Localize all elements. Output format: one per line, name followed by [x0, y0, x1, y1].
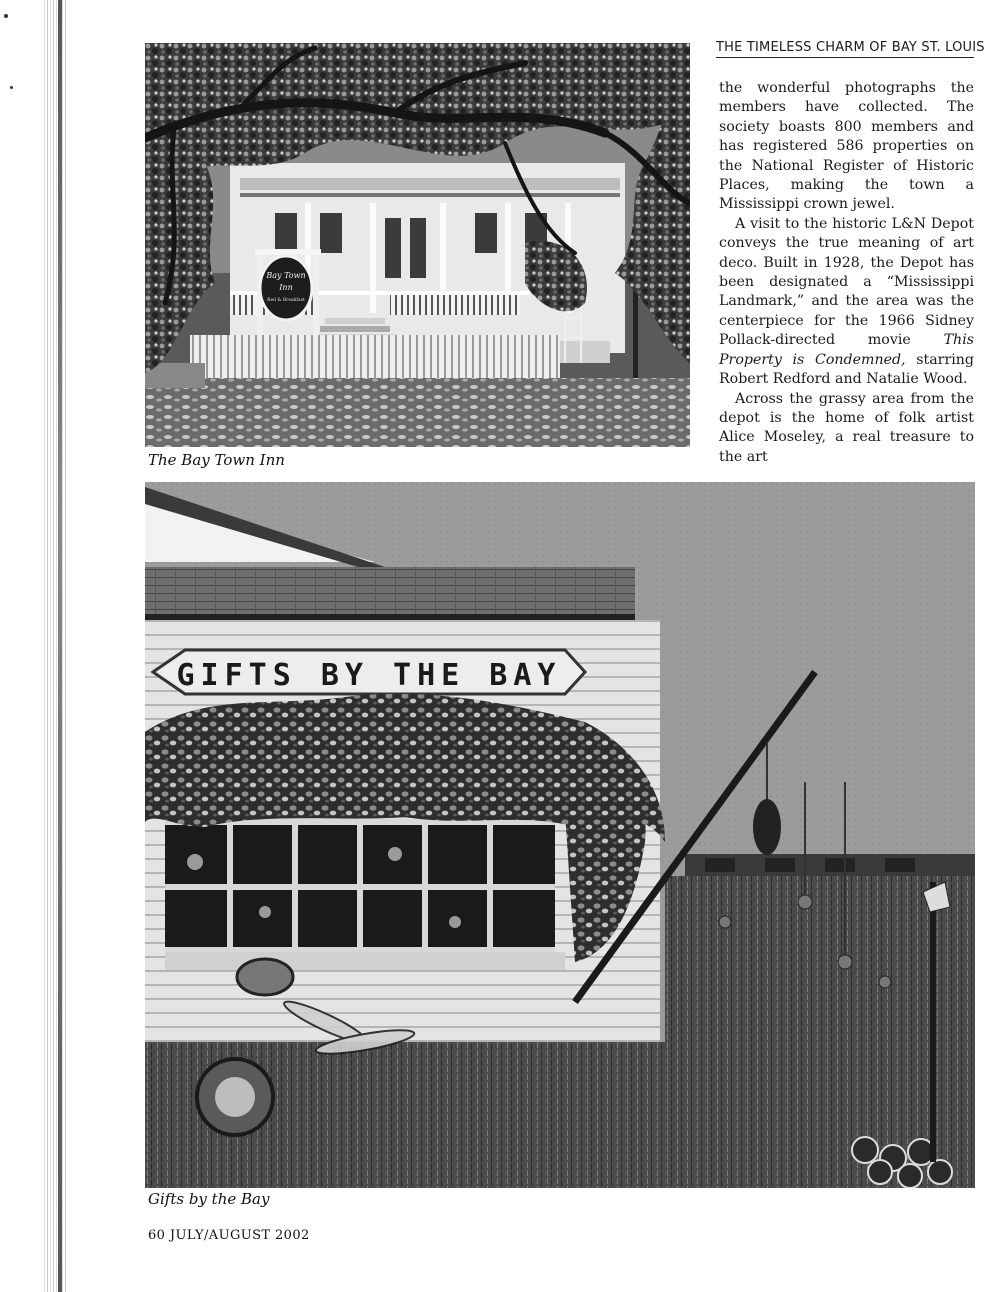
- article-paragraph-1: the wonderful photographs the members have collected. The society boasts 800 members and has registered 586 properties on the National Register of Historic Places, making the town a Mississippi crown jewel.: [719, 80, 974, 213]
- shop-sign-text: GIFTS BY THE BAY: [176, 658, 562, 693]
- caption-bay-town-inn: The Bay Town Inn: [148, 451, 285, 469]
- photo-bay-town-inn: [145, 43, 690, 447]
- photo-gifts-by-the-bay: [145, 482, 975, 1188]
- movie-title: This Property is Condemned,: [719, 332, 975, 368]
- scan-binding-edge: [58, 0, 62, 1292]
- inn-sign-line2: Inn: [279, 283, 293, 292]
- page-folio: 60 JULY/AUGUST 2002: [148, 1228, 310, 1243]
- article-paragraph-3: Across the grassy area from the depot is the home of folk artist Alice Moseley, a real treasure to the art: [719, 390, 974, 465]
- running-head: THE TIMELESS CHARM OF BAY ST. LOUIS: [716, 40, 974, 58]
- article-paragraph-2-text: A visit to the historic L&N Depot conveys the true meaning of art deco. Built in 1928, the Depot has been designated a “Mississippi Landmark,” and the area was the centerpiece for the 1966 Sidney Pollack-directed movie: [719, 215, 974, 349]
- inn-sign-line3: Bed & Breakfast: [267, 298, 305, 303]
- scan-binding-shadow: [44, 0, 66, 1292]
- inn-sign-line1: Bay Town: [266, 271, 306, 280]
- caption-gifts-by-the-bay: Gifts by the Bay: [148, 1190, 270, 1208]
- article-paragraph-2-end: starring Robert Redford and Natalie Wood.: [719, 351, 974, 388]
- article-column: [719, 79, 974, 467]
- article-paragraph-2: [719, 215, 974, 390]
- scan-speck: [10, 86, 13, 89]
- scan-speck: [4, 14, 8, 18]
